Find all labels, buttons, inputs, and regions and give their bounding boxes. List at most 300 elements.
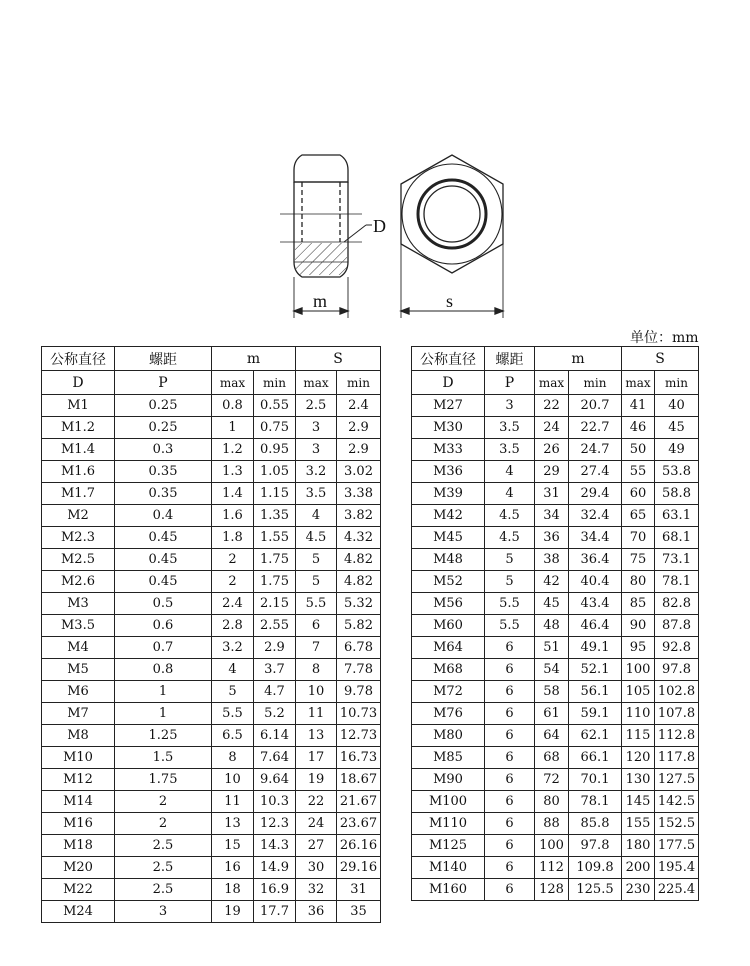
cell-s-max: 4 bbox=[296, 505, 337, 527]
cell-diameter: M100 bbox=[412, 791, 485, 813]
header-s: S bbox=[296, 347, 381, 371]
cell-s-max: 55 bbox=[622, 461, 655, 483]
table-row bbox=[412, 593, 699, 615]
cell-pitch: 0.5 bbox=[115, 593, 212, 615]
table-row bbox=[412, 615, 699, 637]
header-diameter-symbol: D bbox=[412, 371, 485, 395]
cell-s-min: 142.5 bbox=[655, 791, 699, 813]
cell-s-min: 225.4 bbox=[655, 879, 699, 901]
cell-m-min: 125.5 bbox=[569, 879, 622, 901]
cell-m-max: 1.2 bbox=[212, 439, 254, 461]
table-row bbox=[42, 791, 381, 813]
cell-diameter: M80 bbox=[412, 725, 485, 747]
cell-pitch: 2.5 bbox=[115, 879, 212, 901]
cell-pitch: 3 bbox=[115, 901, 212, 923]
cell-pitch: 6 bbox=[485, 813, 535, 835]
cell-s-min: 10.73 bbox=[337, 703, 381, 725]
cell-m-min: 78.1 bbox=[569, 791, 622, 813]
cell-diameter: M3 bbox=[42, 593, 115, 615]
cell-pitch: 2 bbox=[115, 791, 212, 813]
cell-s-min: 45 bbox=[655, 417, 699, 439]
cell-m-max: 0.8 bbox=[212, 395, 254, 417]
cell-pitch: 1.5 bbox=[115, 747, 212, 769]
cell-diameter: M22 bbox=[42, 879, 115, 901]
cell-m-max: 13 bbox=[212, 813, 254, 835]
cell-diameter: M16 bbox=[42, 813, 115, 835]
cell-s-min: 112.8 bbox=[655, 725, 699, 747]
cell-s-min: 87.8 bbox=[655, 615, 699, 637]
cell-m-max: 24 bbox=[535, 417, 569, 439]
table-row bbox=[42, 725, 381, 747]
header-diameter: 公称直径 bbox=[412, 347, 485, 371]
table-row bbox=[412, 637, 699, 659]
cell-diameter: M56 bbox=[412, 593, 485, 615]
cell-s-min: 35 bbox=[337, 901, 381, 923]
cell-m-min: 10.3 bbox=[254, 791, 296, 813]
cell-m-max: 2.8 bbox=[212, 615, 254, 637]
cell-m-max: 34 bbox=[535, 505, 569, 527]
cell-diameter: M30 bbox=[412, 417, 485, 439]
cell-m-min: 70.1 bbox=[569, 769, 622, 791]
header-s-max: max bbox=[296, 371, 337, 395]
cell-m-max: 1.8 bbox=[212, 527, 254, 549]
table-row bbox=[412, 769, 699, 791]
cell-s-max: 2.5 bbox=[296, 395, 337, 417]
cell-s-min: 2.9 bbox=[337, 417, 381, 439]
cell-m-min: 14.3 bbox=[254, 835, 296, 857]
cell-s-max: 3 bbox=[296, 417, 337, 439]
cell-diameter: M160 bbox=[412, 879, 485, 901]
cell-s-max: 155 bbox=[622, 813, 655, 835]
cell-m-min: 12.3 bbox=[254, 813, 296, 835]
cell-m-min: 20.7 bbox=[569, 395, 622, 417]
cell-m-min: 24.7 bbox=[569, 439, 622, 461]
cell-s-max: 5.5 bbox=[296, 593, 337, 615]
cell-m-min: 1.55 bbox=[254, 527, 296, 549]
table-row bbox=[42, 505, 381, 527]
cell-s-max: 27 bbox=[296, 835, 337, 857]
cell-diameter: M2.6 bbox=[42, 571, 115, 593]
cell-s-min: 12.73 bbox=[337, 725, 381, 747]
cell-pitch: 0.35 bbox=[115, 461, 212, 483]
cell-pitch: 0.4 bbox=[115, 505, 212, 527]
cell-diameter: M6 bbox=[42, 681, 115, 703]
table-row bbox=[412, 857, 699, 879]
cell-diameter: M64 bbox=[412, 637, 485, 659]
cell-s-min: 107.8 bbox=[655, 703, 699, 725]
cell-s-max: 70 bbox=[622, 527, 655, 549]
cell-diameter: M125 bbox=[412, 835, 485, 857]
cell-s-max: 230 bbox=[622, 879, 655, 901]
header-s: S bbox=[622, 347, 699, 371]
cell-m-min: 2.15 bbox=[254, 593, 296, 615]
table-row bbox=[42, 395, 381, 417]
cell-m-max: 1 bbox=[212, 417, 254, 439]
table-row bbox=[42, 549, 381, 571]
cell-pitch: 6 bbox=[485, 681, 535, 703]
cell-s-max: 60 bbox=[622, 483, 655, 505]
table-row bbox=[42, 417, 381, 439]
cell-diameter: M39 bbox=[412, 483, 485, 505]
cell-m-min: 16.9 bbox=[254, 879, 296, 901]
label-m: m bbox=[313, 291, 328, 311]
cell-pitch: 1 bbox=[115, 703, 212, 725]
table-row bbox=[42, 703, 381, 725]
cell-s-max: 7 bbox=[296, 637, 337, 659]
cell-s-max: 13 bbox=[296, 725, 337, 747]
cell-s-max: 65 bbox=[622, 505, 655, 527]
cell-m-min: 109.8 bbox=[569, 857, 622, 879]
table-row bbox=[412, 417, 699, 439]
cell-pitch: 0.25 bbox=[115, 417, 212, 439]
cell-m-min: 59.1 bbox=[569, 703, 622, 725]
cell-diameter: M7 bbox=[42, 703, 115, 725]
cell-diameter: M1.7 bbox=[42, 483, 115, 505]
cell-s-max: 24 bbox=[296, 813, 337, 835]
cell-diameter: M42 bbox=[412, 505, 485, 527]
label-s: s bbox=[446, 291, 454, 311]
cell-m-max: 26 bbox=[535, 439, 569, 461]
table-row bbox=[412, 835, 699, 857]
cell-m-min: 49.1 bbox=[569, 637, 622, 659]
cell-m-max: 58 bbox=[535, 681, 569, 703]
unit-label: 单位：mm bbox=[630, 330, 699, 346]
cell-m-max: 5.5 bbox=[212, 703, 254, 725]
table-row bbox=[412, 571, 699, 593]
cell-pitch: 6 bbox=[485, 791, 535, 813]
cell-s-min: 152.5 bbox=[655, 813, 699, 835]
cell-s-max: 75 bbox=[622, 549, 655, 571]
cell-s-min: 3.82 bbox=[337, 505, 381, 527]
cell-m-max: 61 bbox=[535, 703, 569, 725]
table-row bbox=[412, 549, 699, 571]
cell-diameter: M72 bbox=[412, 681, 485, 703]
cell-m-max: 1.3 bbox=[212, 461, 254, 483]
cell-s-min: 29.16 bbox=[337, 857, 381, 879]
cell-s-max: 130 bbox=[622, 769, 655, 791]
header-diameter: 公称直径 bbox=[42, 347, 115, 371]
cell-s-max: 85 bbox=[622, 593, 655, 615]
cell-diameter: M45 bbox=[412, 527, 485, 549]
cell-m-max: 68 bbox=[535, 747, 569, 769]
cell-s-max: 3 bbox=[296, 439, 337, 461]
cell-m-min: 56.1 bbox=[569, 681, 622, 703]
cell-pitch: 5 bbox=[485, 549, 535, 571]
cell-s-min: 127.5 bbox=[655, 769, 699, 791]
table-row bbox=[412, 879, 699, 901]
cell-m-min: 62.1 bbox=[569, 725, 622, 747]
table-row bbox=[42, 835, 381, 857]
table-row bbox=[42, 593, 381, 615]
cell-m-min: 4.7 bbox=[254, 681, 296, 703]
table-row bbox=[412, 747, 699, 769]
cell-m-max: 100 bbox=[535, 835, 569, 857]
cell-pitch: 5.5 bbox=[485, 593, 535, 615]
cell-s-max: 90 bbox=[622, 615, 655, 637]
cell-m-min: 0.55 bbox=[254, 395, 296, 417]
cell-m-min: 97.8 bbox=[569, 835, 622, 857]
cell-diameter: M90 bbox=[412, 769, 485, 791]
cell-s-min: 6.78 bbox=[337, 637, 381, 659]
cell-s-max: 5 bbox=[296, 549, 337, 571]
cell-diameter: M60 bbox=[412, 615, 485, 637]
cell-diameter: M3.5 bbox=[42, 615, 115, 637]
cell-s-min: 2.4 bbox=[337, 395, 381, 417]
cell-diameter: M48 bbox=[412, 549, 485, 571]
cell-pitch: 6 bbox=[485, 659, 535, 681]
cell-s-min: 58.8 bbox=[655, 483, 699, 505]
cell-diameter: M10 bbox=[42, 747, 115, 769]
cell-s-min: 4.82 bbox=[337, 571, 381, 593]
header-s-max: max bbox=[622, 371, 655, 395]
cell-pitch: 4.5 bbox=[485, 527, 535, 549]
cell-s-min: 9.78 bbox=[337, 681, 381, 703]
cell-s-max: 10 bbox=[296, 681, 337, 703]
cell-m-min: 0.95 bbox=[254, 439, 296, 461]
cell-pitch: 0.8 bbox=[115, 659, 212, 681]
cell-s-min: 68.1 bbox=[655, 527, 699, 549]
cell-m-max: 128 bbox=[535, 879, 569, 901]
cell-pitch: 6 bbox=[485, 747, 535, 769]
cell-s-min: 3.02 bbox=[337, 461, 381, 483]
cell-s-min: 7.78 bbox=[337, 659, 381, 681]
cell-s-max: 5 bbox=[296, 571, 337, 593]
cell-s-max: 36 bbox=[296, 901, 337, 923]
cell-s-min: 78.1 bbox=[655, 571, 699, 593]
cell-s-max: 46 bbox=[622, 417, 655, 439]
table-row bbox=[42, 571, 381, 593]
cell-m-max: 48 bbox=[535, 615, 569, 637]
cell-s-max: 200 bbox=[622, 857, 655, 879]
cell-s-max: 120 bbox=[622, 747, 655, 769]
cell-m-max: 80 bbox=[535, 791, 569, 813]
cell-s-max: 100 bbox=[622, 659, 655, 681]
header-s-min: min bbox=[337, 371, 381, 395]
cell-s-min: 16.73 bbox=[337, 747, 381, 769]
cell-diameter: M5 bbox=[42, 659, 115, 681]
table-row bbox=[412, 461, 699, 483]
cell-s-min: 21.67 bbox=[337, 791, 381, 813]
table-row bbox=[42, 659, 381, 681]
cell-m-max: 6.5 bbox=[212, 725, 254, 747]
cell-m-min: 0.75 bbox=[254, 417, 296, 439]
cell-s-min: 92.8 bbox=[655, 637, 699, 659]
cell-m-min: 1.05 bbox=[254, 461, 296, 483]
cell-diameter: M140 bbox=[412, 857, 485, 879]
cell-s-min: 102.8 bbox=[655, 681, 699, 703]
cell-pitch: 5.5 bbox=[485, 615, 535, 637]
cell-m-min: 3.7 bbox=[254, 659, 296, 681]
cell-pitch: 3.5 bbox=[485, 439, 535, 461]
cell-diameter: M1.4 bbox=[42, 439, 115, 461]
cell-s-min: 5.32 bbox=[337, 593, 381, 615]
cell-s-min: 73.1 bbox=[655, 549, 699, 571]
cell-m-min: 7.64 bbox=[254, 747, 296, 769]
cell-pitch: 0.3 bbox=[115, 439, 212, 461]
cell-m-max: 72 bbox=[535, 769, 569, 791]
cell-m-min: 9.64 bbox=[254, 769, 296, 791]
cell-diameter: M2.5 bbox=[42, 549, 115, 571]
cell-s-min: 82.8 bbox=[655, 593, 699, 615]
cell-m-max: 22 bbox=[535, 395, 569, 417]
cell-pitch: 4.5 bbox=[485, 505, 535, 527]
cell-pitch: 6 bbox=[485, 835, 535, 857]
cell-s-max: 19 bbox=[296, 769, 337, 791]
cell-pitch: 6 bbox=[485, 637, 535, 659]
cell-m-min: 52.1 bbox=[569, 659, 622, 681]
table-row bbox=[42, 901, 381, 923]
cell-m-min: 85.8 bbox=[569, 813, 622, 835]
cell-pitch: 5 bbox=[485, 571, 535, 593]
cell-m-max: 42 bbox=[535, 571, 569, 593]
cell-m-min: 22.7 bbox=[569, 417, 622, 439]
cell-pitch: 0.45 bbox=[115, 549, 212, 571]
cell-s-max: 115 bbox=[622, 725, 655, 747]
cell-pitch: 6 bbox=[485, 879, 535, 901]
table-right-body bbox=[412, 395, 699, 901]
table-row bbox=[412, 703, 699, 725]
spec-table-left bbox=[41, 346, 381, 923]
cell-pitch: 0.45 bbox=[115, 527, 212, 549]
table-row bbox=[412, 813, 699, 835]
cell-pitch: 0.25 bbox=[115, 395, 212, 417]
cell-s-min: 23.67 bbox=[337, 813, 381, 835]
table-row bbox=[42, 813, 381, 835]
cell-pitch: 1.75 bbox=[115, 769, 212, 791]
table-row bbox=[42, 615, 381, 637]
cell-pitch: 0.35 bbox=[115, 483, 212, 505]
cell-s-max: 110 bbox=[622, 703, 655, 725]
cell-s-max: 11 bbox=[296, 703, 337, 725]
cell-m-min: 1.75 bbox=[254, 549, 296, 571]
cell-s-min: 3.38 bbox=[337, 483, 381, 505]
cell-pitch: 4 bbox=[485, 483, 535, 505]
cell-m-min: 34.4 bbox=[569, 527, 622, 549]
cell-pitch: 3 bbox=[485, 395, 535, 417]
table-row bbox=[42, 439, 381, 461]
hex-nut-drawing bbox=[0, 0, 750, 330]
cell-s-min: 26.16 bbox=[337, 835, 381, 857]
cell-diameter: M2.3 bbox=[42, 527, 115, 549]
cell-s-min: 53.8 bbox=[655, 461, 699, 483]
cell-m-max: 51 bbox=[535, 637, 569, 659]
cell-m-min: 2.55 bbox=[254, 615, 296, 637]
cell-s-max: 6 bbox=[296, 615, 337, 637]
table-row bbox=[412, 395, 699, 417]
table-row bbox=[412, 659, 699, 681]
cell-diameter: M110 bbox=[412, 813, 485, 835]
cell-m-max: 5 bbox=[212, 681, 254, 703]
table-row bbox=[42, 527, 381, 549]
cell-s-min: 63.1 bbox=[655, 505, 699, 527]
cell-m-min: 6.14 bbox=[254, 725, 296, 747]
cell-m-min: 1.35 bbox=[254, 505, 296, 527]
cell-s-max: 22 bbox=[296, 791, 337, 813]
cell-m-max: 54 bbox=[535, 659, 569, 681]
table-row bbox=[42, 747, 381, 769]
header-m-max: max bbox=[212, 371, 254, 395]
cell-m-max: 4 bbox=[212, 659, 254, 681]
cell-s-min: 117.8 bbox=[655, 747, 699, 769]
table-row bbox=[412, 527, 699, 549]
cell-diameter: M33 bbox=[412, 439, 485, 461]
header-m: m bbox=[212, 347, 296, 371]
cell-diameter: M4 bbox=[42, 637, 115, 659]
cell-s-max: 8 bbox=[296, 659, 337, 681]
cell-s-max: 145 bbox=[622, 791, 655, 813]
cell-pitch: 2.5 bbox=[115, 857, 212, 879]
header-m-min: min bbox=[569, 371, 622, 395]
header-pitch-symbol: P bbox=[485, 371, 535, 395]
cell-m-min: 2.9 bbox=[254, 637, 296, 659]
cell-diameter: M68 bbox=[412, 659, 485, 681]
table-row bbox=[42, 879, 381, 901]
cell-s-min: 5.82 bbox=[337, 615, 381, 637]
cell-diameter: M12 bbox=[42, 769, 115, 791]
cell-s-min: 2.9 bbox=[337, 439, 381, 461]
cell-s-min: 31 bbox=[337, 879, 381, 901]
cell-m-max: 19 bbox=[212, 901, 254, 923]
table-row bbox=[42, 857, 381, 879]
cell-m-min: 29.4 bbox=[569, 483, 622, 505]
table-row bbox=[412, 439, 699, 461]
cell-s-max: 180 bbox=[622, 835, 655, 857]
cell-s-min: 195.4 bbox=[655, 857, 699, 879]
cell-s-min: 4.82 bbox=[337, 549, 381, 571]
cell-m-min: 66.1 bbox=[569, 747, 622, 769]
cell-diameter: M14 bbox=[42, 791, 115, 813]
cell-s-max: 80 bbox=[622, 571, 655, 593]
cell-s-max: 41 bbox=[622, 395, 655, 417]
header-pitch-symbol: P bbox=[115, 371, 212, 395]
cell-diameter: M52 bbox=[412, 571, 485, 593]
cell-m-min: 43.4 bbox=[569, 593, 622, 615]
table-row bbox=[42, 461, 381, 483]
cell-pitch: 6 bbox=[485, 725, 535, 747]
spec-table-right bbox=[411, 346, 699, 901]
cell-pitch: 0.6 bbox=[115, 615, 212, 637]
cell-m-min: 5.2 bbox=[254, 703, 296, 725]
cell-m-min: 17.7 bbox=[254, 901, 296, 923]
cell-m-max: 2.4 bbox=[212, 593, 254, 615]
cell-s-max: 95 bbox=[622, 637, 655, 659]
cell-diameter: M1.6 bbox=[42, 461, 115, 483]
header-m: m bbox=[535, 347, 622, 371]
cell-s-max: 30 bbox=[296, 857, 337, 879]
cell-pitch: 6 bbox=[485, 857, 535, 879]
table-row bbox=[412, 791, 699, 813]
cell-s-max: 4.5 bbox=[296, 527, 337, 549]
cell-pitch: 0.45 bbox=[115, 571, 212, 593]
cell-m-max: 15 bbox=[212, 835, 254, 857]
cell-m-max: 1.6 bbox=[212, 505, 254, 527]
cell-m-min: 27.4 bbox=[569, 461, 622, 483]
cell-pitch: 1.25 bbox=[115, 725, 212, 747]
header-pitch: 螺距 bbox=[115, 347, 212, 371]
header-s-min: min bbox=[655, 371, 699, 395]
table-left-body bbox=[42, 395, 381, 923]
cell-pitch: 4 bbox=[485, 461, 535, 483]
cell-m-min: 46.4 bbox=[569, 615, 622, 637]
cell-diameter: M1 bbox=[42, 395, 115, 417]
cell-m-min: 1.15 bbox=[254, 483, 296, 505]
table-row bbox=[42, 637, 381, 659]
cell-diameter: M76 bbox=[412, 703, 485, 725]
cell-m-max: 31 bbox=[535, 483, 569, 505]
cell-s-min: 49 bbox=[655, 439, 699, 461]
cell-m-max: 11 bbox=[212, 791, 254, 813]
cell-diameter: M36 bbox=[412, 461, 485, 483]
